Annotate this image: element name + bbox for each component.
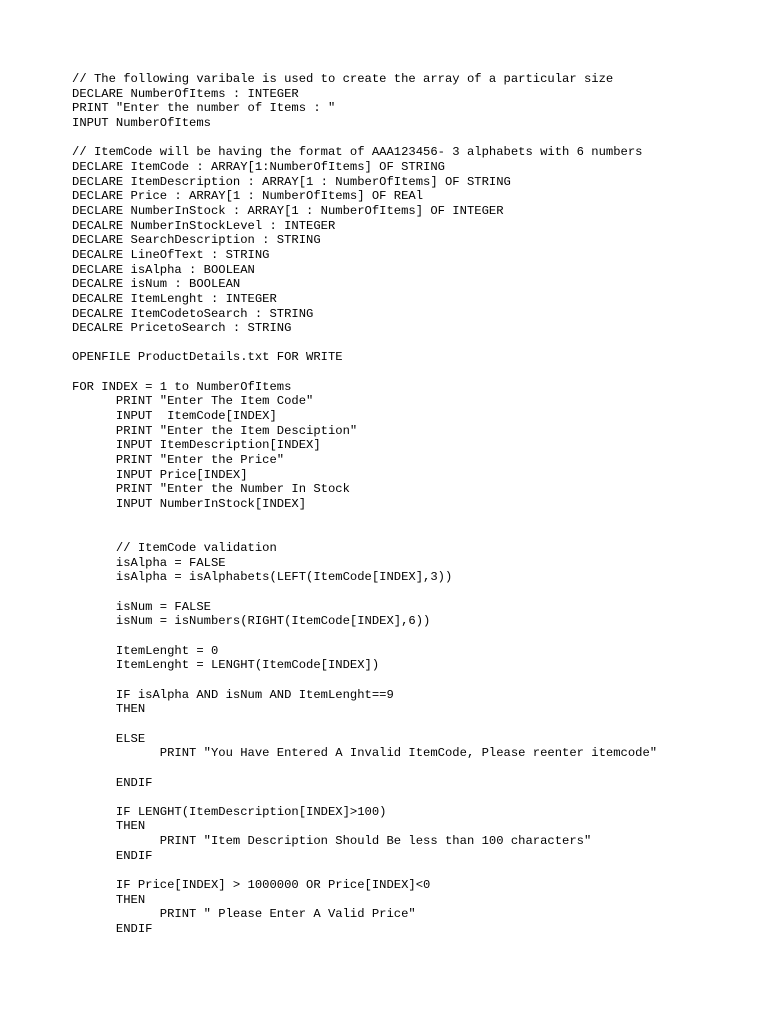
code-line: DECLARE Price : ARRAY[1 : NumberOfItems] OF REAl [72,189,424,204]
code-line: PRINT "Enter The Item Code" [72,394,314,409]
code-line: ELSE [72,731,146,746]
code-line: INPUT NumberOfItems [72,115,211,130]
code-line: IF LENGHT(ItemDescription[INDEX]>100) [72,804,387,819]
code-line [72,629,752,644]
code-line: DECALRE ItemLenght : INTEGER [72,291,277,306]
code-line: THEN [72,892,146,907]
code-line [72,365,752,380]
code-line: isAlpha = isAlphabets(LEFT(ItemCode[INDEX],3)) [72,570,453,585]
code-line: INPUT Price[INDEX] [72,467,248,482]
code-line: PRINT "You Have Entered A Invalid ItemCode, Please reenter itemcode" [72,746,658,761]
code-line: ItemLenght = 0 [72,643,219,658]
code-line [72,336,752,351]
code-line: PRINT "Enter the Item Desciption" [72,423,358,438]
code-line: DECLARE isAlpha : BOOLEAN [72,262,255,277]
code-line: DECLARE NumberOfItems : INTEGER [72,86,299,101]
code-line [72,790,752,805]
code-line: PRINT "Enter the Number In Stock [72,482,350,497]
code-line: FOR INDEX = 1 to NumberOfItems [72,379,292,394]
code-line: PRINT "Item Description Should Be less than 100 characters" [72,834,592,849]
code-line: DECALRE NumberInStockLevel : INTEGER [72,218,336,233]
code-line: ENDIF [72,922,153,937]
code-line: THEN [72,819,146,834]
code-line: isNum = FALSE [72,599,211,614]
code-line: INPUT ItemCode[INDEX] [72,409,277,424]
code-line: ENDIF [72,775,153,790]
code-line: // ItemCode validation [72,541,277,555]
code-line: OPENFILE ProductDetails.txt FOR WRITE [72,350,343,365]
code-line [72,526,752,541]
code-line [72,585,752,600]
code-line: DECLARE SearchDescription : STRING [72,233,321,248]
code-line: THEN [72,702,146,717]
code-line: DECLARE NumberInStock : ARRAY[1 : NumberOfItems] OF INTEGER [72,203,504,218]
code-line: DECALRE isNum : BOOLEAN [72,277,241,292]
code-line [72,673,752,688]
code-line: PRINT "Enter the number of Items : " [72,101,336,116]
pseudocode-block [72,72,752,937]
code-line [72,717,752,732]
code-line: DECLARE ItemCode : ARRAY[1:NumberOfItems] OF STRING [72,159,445,174]
code-line: // The following varibale is used to create the array of a particular size [72,72,614,86]
code-line: isNum = isNumbers(RIGHT(ItemCode[INDEX],6)) [72,614,431,629]
code-line: DECALRE ItemCodetoSearch : STRING [72,306,314,321]
code-line [72,131,752,146]
code-line: // ItemCode will be having the format of AAA123456- 3 alphabets with 6 numbers [72,145,643,160]
code-line [72,512,752,527]
code-line: PRINT " Please Enter A Valid Price" [72,907,416,922]
code-line: ENDIF [72,848,153,863]
code-line: INPUT ItemDescription[INDEX] [72,438,321,453]
code-line: PRINT "Enter the Price" [72,453,285,468]
code-line: DECALRE PricetoSearch : STRING [72,321,292,336]
code-line [72,761,752,776]
code-line: isAlpha = FALSE [72,555,226,570]
code-line: DECLARE ItemDescription : ARRAY[1 : NumberOfItems] OF STRING [72,174,511,189]
code-line: INPUT NumberInStock[INDEX] [72,497,307,512]
code-line: ItemLenght = LENGHT(ItemCode[INDEX]) [72,658,380,673]
code-line: DECALRE LineOfText : STRING [72,247,270,262]
code-line: IF Price[INDEX] > 1000000 OR Price[INDEX]<0 [72,878,431,893]
code-line [72,863,752,878]
code-line: IF isAlpha AND isNum AND ItemLenght==9 [72,687,394,702]
